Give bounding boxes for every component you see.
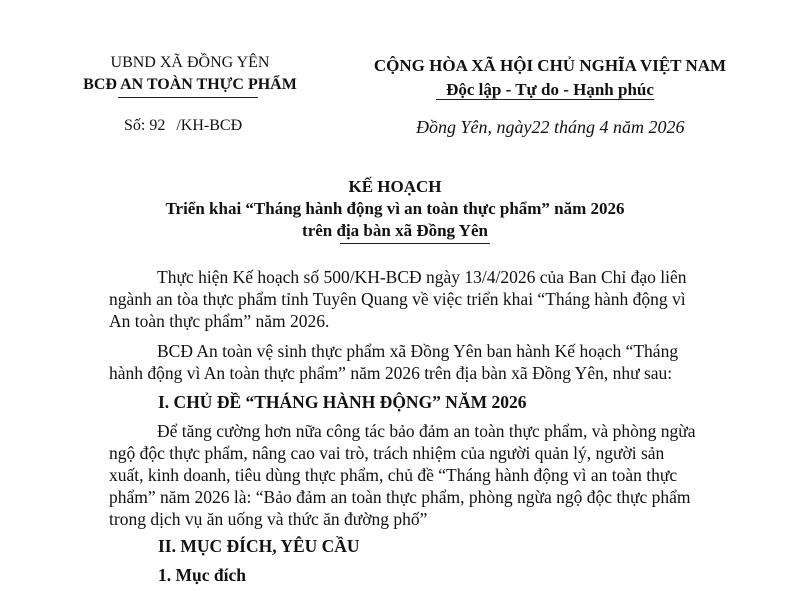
paragraph-line: ngộ độc thực phẩm, nâng cao vai trò, trách nhiệm của người quản lý, người sản — [109, 443, 665, 463]
document-number-suffix: /KH-BCĐ — [176, 117, 243, 134]
national-motto: Độc lập - Tự do - Hạnh phúc — [446, 80, 654, 99]
paragraph-theme — [109, 420, 728, 530]
paragraph-issuance — [109, 340, 728, 384]
paragraph-line: phẩm” năm 2026 là: “Bảo đảm an toàn thực phẩm, phòng ngừa ngộ độc thực phẩm — [109, 487, 691, 507]
paragraph-line: BCĐ An toàn vệ sinh thực phẩm xã Đồng Yên ban hành Kế hoạch “Tháng — [157, 341, 679, 361]
country-name: CỘNG HÒA XÃ HỘI CHỦ NGHĨA VIỆT NAM — [373, 56, 727, 75]
authority-org: UBND XÃ ĐỒNG YÊN — [110, 54, 270, 71]
authority-underline — [118, 97, 258, 98]
paragraph-line: Thực hiện Kế hoạch số 500/KH-BCĐ ngày 13/4/2026 của Ban Chỉ đạo liên — [157, 267, 687, 287]
paragraph-line: trong dịch vụ ăn uống và thức ăn đường phố” — [109, 509, 428, 529]
paragraph-line: xuất, kinh doanh, tiêu dùng thực phẩm, chủ đề “Tháng hành động vì an toàn thực — [109, 465, 678, 485]
paragraph-line: ngành an tòa thực phẩm tỉnh Tuyên Quang về việc triển khai “Tháng hành động vì — [109, 289, 686, 309]
place-date-prefix: Đồng Yên, ngày — [416, 117, 532, 137]
title-underline — [340, 243, 490, 244]
motto-underline — [436, 99, 654, 100]
section-heading-purpose: II. MỤC ĐÍCH, YÊU CẦU — [158, 536, 360, 556]
subsection-heading-purpose: 1. Mục đích — [158, 565, 246, 585]
plan-title-line2: trên địa bàn xã Đồng Yên — [302, 221, 488, 240]
plan-title-line1: Triển khai “Tháng hành động vì an toàn thực phẩm” năm 2026 — [165, 199, 625, 218]
date-day: 22 — [531, 117, 550, 137]
place-and-date — [416, 117, 685, 138]
paragraph-line: An toàn thực phẩm” năm 2026. — [109, 311, 330, 331]
paragraph-line: hành động vì An toàn thực phẩm” năm 2026 trên địa bàn xã Đồng Yên, như sau: — [109, 363, 673, 383]
document-number — [124, 117, 242, 135]
plan-title-block — [0, 176, 790, 242]
paragraph-intro — [109, 266, 728, 332]
national-header — [350, 54, 750, 102]
plan-kind: KẾ HOẠCH — [348, 177, 442, 196]
section-heading-theme: I. CHỦ ĐỀ “THÁNG HÀNH ĐỘNG” NĂM 2026 — [158, 392, 527, 412]
document-number-prefix: Số: 92 — [124, 117, 166, 134]
issuing-authority — [60, 52, 320, 96]
authority-dept: BCĐ AN TOÀN THỰC PHẨM — [83, 76, 297, 93]
paragraph-line: Để tăng cường hơn nữa công tác bảo đảm an toàn thực phẩm, và phòng ngừa — [157, 421, 696, 441]
place-date-suffix: tháng 4 năm 2026 — [549, 117, 685, 137]
